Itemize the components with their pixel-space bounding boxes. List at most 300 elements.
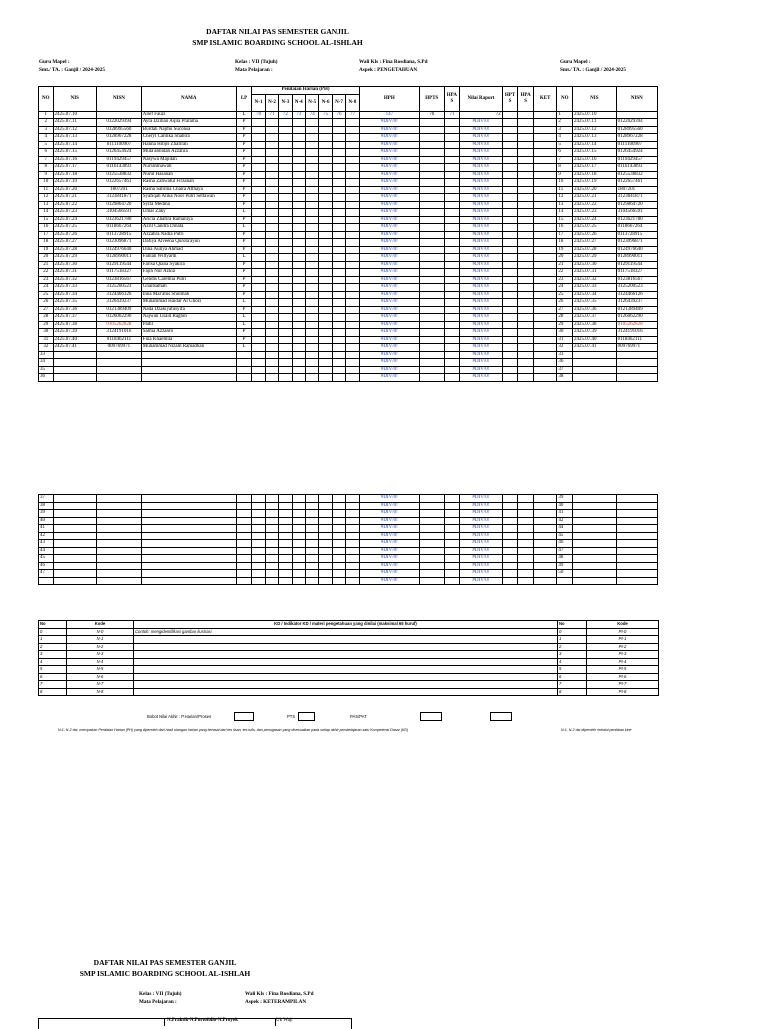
col-hpts: HPTS	[420, 87, 445, 112]
kd-indikator[interactable]	[134, 681, 558, 689]
row-hpt	[502, 134, 518, 142]
row-score	[346, 209, 359, 217]
row-hpts	[420, 321, 445, 329]
row-score	[252, 119, 265, 127]
row-hpts	[420, 201, 445, 209]
row-score	[252, 201, 265, 209]
row-nama: Syifa Medina	[141, 201, 236, 209]
row-hpts	[420, 344, 445, 352]
row-hpas	[444, 321, 460, 329]
row-hph: #DIV/0!	[359, 269, 419, 277]
row-score	[252, 216, 265, 224]
row-no: 9	[39, 171, 54, 179]
row-nis-right: 2425.07.27	[573, 239, 617, 247]
row-score	[332, 344, 345, 352]
row-no-right: 26	[557, 299, 573, 307]
row-score	[265, 186, 278, 194]
row-lp: P	[236, 126, 252, 134]
row-score	[305, 329, 318, 337]
table-row	[39, 186, 658, 194]
table-cell	[236, 547, 252, 555]
row-nisn: 0126062290	[97, 314, 142, 322]
row-no: 6	[39, 149, 54, 157]
row-nis: 2425.07.10	[53, 111, 97, 119]
table-cell	[502, 555, 518, 563]
row-no-right: 18	[557, 239, 573, 247]
row-score	[292, 194, 305, 202]
guru-mapel-right-label: Guru Mapel :	[560, 59, 591, 65]
table-cell	[279, 540, 292, 548]
row-hpa	[518, 299, 534, 307]
row-score	[332, 321, 345, 329]
kd-indikator[interactable]	[134, 636, 558, 644]
table-row	[39, 299, 658, 307]
table-cell	[518, 351, 534, 359]
row-score	[319, 179, 332, 187]
row-hpt	[502, 111, 518, 119]
row-score	[292, 134, 305, 142]
table-cell	[53, 502, 97, 510]
table-cell	[292, 525, 305, 533]
table-cell	[616, 577, 657, 585]
row-raport: #DIV/0!	[460, 495, 502, 503]
row-no: 44	[39, 547, 54, 555]
row-score	[305, 344, 318, 352]
row-ket	[533, 291, 556, 299]
kd-kode-right: Pt-4	[587, 658, 659, 666]
row-nama: Azzahra Nadia Putri	[141, 231, 236, 239]
kd-indikator[interactable]: Contoh: mengidentifikasi gambar ilustrasi	[134, 628, 558, 636]
row-lp: P	[236, 134, 252, 142]
col-nis-right: NIS	[573, 87, 617, 112]
row-score	[252, 224, 265, 232]
table-cell	[533, 359, 556, 367]
row-nisn-right: 0123096871	[616, 239, 657, 247]
table-cell	[518, 359, 534, 367]
row-nis-right: 2425.07.19	[573, 179, 617, 187]
kd-indikator[interactable]	[134, 658, 558, 666]
table-cell	[332, 517, 345, 525]
row-no-right: 5	[557, 141, 573, 149]
row-score	[346, 284, 359, 292]
table-cell	[419, 540, 444, 548]
row-score	[319, 224, 332, 232]
row-no: 32	[39, 344, 54, 352]
table-cell	[265, 577, 278, 585]
kd-no: 5	[39, 666, 67, 674]
row-score	[319, 216, 332, 224]
row-nis: 2425.07.33	[53, 284, 97, 292]
row-no: 39	[39, 510, 54, 518]
row-raport: #DIV/0!	[460, 351, 502, 359]
kd-kode: N-0	[67, 628, 134, 636]
semester-right-label: Smt./ TA. : Ganjil / 2024-2025	[560, 67, 626, 73]
row-score	[265, 224, 278, 232]
table-cell	[53, 495, 97, 503]
row-hpt	[502, 269, 518, 277]
row-score	[332, 231, 345, 239]
row-nis: 2425.07.18	[53, 171, 97, 179]
table-cell	[97, 517, 142, 525]
row-score	[292, 149, 305, 157]
kd-kode-right: Pt-5	[587, 666, 659, 674]
row-nis-right: 2425.07.10	[573, 111, 617, 119]
row-raport: #DIV/0!	[460, 186, 502, 194]
row-score	[265, 194, 278, 202]
col-n7: N-7	[332, 94, 345, 111]
row-hpts	[420, 209, 445, 217]
row-score	[346, 201, 359, 209]
table-cell	[53, 525, 97, 533]
row-raport: #DIV/0!	[460, 126, 502, 134]
row-score	[332, 269, 345, 277]
table-cell	[306, 540, 319, 548]
row-score	[332, 261, 345, 269]
table-cell	[252, 562, 265, 570]
row-score	[346, 119, 359, 127]
row-score	[305, 179, 318, 187]
row-score	[279, 134, 292, 142]
row-score	[319, 344, 332, 352]
row-nis-right: 2425.07.13	[573, 134, 617, 142]
row-nisn-right: 0123621780	[616, 216, 657, 224]
row-score	[279, 336, 292, 344]
table-cell	[533, 366, 556, 374]
page2-mata-pelajaran-label: Mata Pelajaran :	[139, 999, 177, 1005]
row-score	[305, 321, 318, 329]
table-cell	[346, 495, 359, 503]
bobot-pas-input[interactable]	[420, 712, 442, 721]
row-no-right: 19	[557, 246, 573, 254]
row-lp: L	[236, 321, 252, 329]
row-hpts	[420, 119, 445, 127]
row-nisn: 0129864720	[97, 201, 142, 209]
row-score	[265, 291, 278, 299]
kd-kode: N-8	[67, 688, 134, 696]
row-no: 30	[39, 329, 54, 337]
row-nama: Aricia Zhafira Ramaniya	[141, 216, 236, 224]
row-score	[279, 239, 292, 247]
row-score	[332, 179, 345, 187]
row-no-right: 23	[557, 276, 573, 284]
row-score	[292, 239, 305, 247]
row-score	[252, 134, 265, 142]
table-cell	[573, 555, 617, 563]
row-score	[319, 321, 332, 329]
bobot-ph-input[interactable]	[234, 712, 254, 721]
col-penilaian-harian: Penilaian Harian (PH)	[252, 87, 359, 95]
table-cell	[573, 495, 617, 503]
row-nis: 2425.07.24	[53, 216, 97, 224]
row-nis: 2425.07.22	[53, 201, 97, 209]
row-nis: 2425.07.25	[53, 224, 97, 232]
row-score: 70	[252, 111, 265, 119]
row-score	[252, 329, 265, 337]
table-cell	[306, 555, 319, 563]
row-score: 77	[346, 111, 359, 119]
row-nama: Nurrahmawati	[141, 164, 236, 172]
table-cell	[279, 510, 292, 518]
row-nis: 2425.07.19	[53, 179, 97, 187]
row-nisn-right: 0128995560	[616, 126, 657, 134]
table-cell	[346, 562, 359, 570]
table-cell	[419, 555, 444, 563]
row-raport: #DIV/0!	[460, 201, 502, 209]
row-hpas	[444, 209, 460, 217]
table-cell	[502, 351, 518, 359]
row-no	[39, 577, 54, 585]
row-nis-right: 2425.07.32	[573, 276, 617, 284]
row-nisn: 0119429457	[97, 156, 142, 164]
row-score	[265, 134, 278, 142]
row-nis: 2425.07.37	[53, 314, 97, 322]
row-hpa	[518, 171, 534, 179]
table-cell	[346, 374, 359, 382]
table-cell	[573, 510, 617, 518]
table-cell	[236, 366, 252, 374]
row-hph: #DIV/0!	[359, 547, 419, 555]
row-raport: #DIV/0!	[460, 359, 502, 367]
row-hph: #DIV/0!	[359, 366, 419, 374]
row-nisn-right: 3124191016	[616, 329, 657, 337]
row-nisn: 0128967228	[97, 134, 142, 142]
table-cell	[319, 359, 332, 367]
kd-kode-right: Pt-2	[587, 643, 659, 651]
table-cell	[141, 495, 236, 503]
row-score	[279, 299, 292, 307]
row-score	[319, 141, 332, 149]
row-no: 1	[39, 111, 54, 119]
row-score	[252, 194, 265, 202]
table-cell	[265, 374, 278, 382]
row-score: 71	[265, 111, 278, 119]
row-hph: #DIV/0!	[359, 224, 419, 232]
row-hpts	[420, 164, 445, 172]
row-nis-right: 2425.07.31	[573, 269, 617, 277]
row-nis: 2425.07.34	[53, 291, 97, 299]
kd-row	[39, 666, 659, 674]
table-row	[39, 246, 658, 254]
row-hpts: 70	[420, 111, 445, 119]
table-cell	[346, 502, 359, 510]
row-no-right: 21	[557, 261, 573, 269]
kd-indikator[interactable]	[134, 666, 558, 674]
row-score	[265, 179, 278, 187]
row-score	[319, 239, 332, 247]
row-ket	[533, 254, 556, 262]
table-cell	[265, 510, 278, 518]
table-cell	[292, 577, 305, 585]
row-hpas	[444, 291, 460, 299]
table-cell	[53, 570, 97, 578]
table-cell	[444, 570, 460, 578]
row-nis: 2425.07.15	[53, 149, 97, 157]
row-hpa	[518, 186, 534, 194]
row-nama: Nada Dzakiyatusyifa	[141, 306, 236, 314]
row-hpt	[502, 276, 518, 284]
table-cell	[292, 532, 305, 540]
row-no-right: 4	[557, 134, 573, 142]
row-score	[292, 299, 305, 307]
row-no-right: 1	[557, 111, 573, 119]
row-nis-right: 2425.07.11	[573, 119, 617, 127]
row-hpas	[444, 269, 460, 277]
row-lp: L	[236, 299, 252, 307]
row-nisn-right: 1807201	[616, 186, 657, 194]
row-nama: Rasha Sabrina Chaira Atthaya	[141, 186, 236, 194]
table-cell	[502, 517, 518, 525]
row-hpas	[444, 141, 460, 149]
row-hpa	[518, 164, 534, 172]
table-cell	[444, 577, 460, 585]
table-cell	[518, 562, 534, 570]
table-cell	[573, 517, 617, 525]
row-score	[319, 269, 332, 277]
col-ket: KET	[533, 87, 556, 112]
row-no-right: 20	[557, 254, 573, 262]
row-nisn-right: 0116143893	[616, 164, 657, 172]
row-ket	[533, 336, 556, 344]
row-hpt	[502, 119, 518, 127]
row-no-right: 31	[557, 336, 573, 344]
row-score	[279, 344, 292, 352]
row-no: 17	[39, 231, 54, 239]
row-score	[319, 149, 332, 157]
row-nis-right: 2425.07.23	[573, 209, 617, 217]
row-no: 18	[39, 239, 54, 247]
row-nisn: 0113728915	[97, 231, 142, 239]
kd-col-no-right: No	[558, 621, 587, 629]
table-cell	[252, 525, 265, 533]
row-score	[305, 216, 318, 224]
table-cell	[305, 366, 318, 374]
row-score	[305, 201, 318, 209]
row-score	[346, 344, 359, 352]
row-score	[252, 261, 265, 269]
row-ket	[533, 119, 556, 127]
row-hph: #DIV/0!	[359, 179, 419, 187]
table-cell	[419, 532, 444, 540]
row-score	[332, 336, 345, 344]
row-score	[305, 284, 318, 292]
row-no: 25	[39, 291, 54, 299]
row-hpts	[420, 261, 445, 269]
table-cell	[419, 547, 444, 555]
table-cell	[252, 510, 265, 518]
kd-no-right: 7	[558, 681, 587, 689]
kd-indikator[interactable]	[134, 688, 558, 696]
row-hpt	[502, 299, 518, 307]
row-hph: #DIV/0!	[359, 194, 419, 202]
row-score	[305, 119, 318, 127]
table-cell	[332, 502, 345, 510]
kd-row	[39, 681, 659, 689]
row-hpts	[420, 246, 445, 254]
row-hph: #DIV/0!	[359, 171, 419, 179]
row-score	[252, 209, 265, 217]
table-cell	[616, 374, 657, 382]
table-cell	[97, 532, 142, 540]
kd-kode-right: Pt-6	[587, 673, 659, 681]
table-cell	[53, 562, 97, 570]
row-nis: 2425.07.31	[53, 269, 97, 277]
kd-row	[39, 651, 659, 659]
row-score	[252, 141, 265, 149]
row-score	[332, 194, 345, 202]
table-row	[39, 201, 658, 209]
kd-indikator[interactable]	[134, 643, 558, 651]
row-nama: Muhammad Nizam Ramadhan	[141, 344, 236, 352]
row-score	[332, 291, 345, 299]
table-cell	[419, 502, 444, 510]
table-cell	[53, 540, 97, 548]
row-hpts	[420, 284, 445, 292]
row-hpts	[420, 149, 445, 157]
table-cell	[292, 510, 305, 518]
table-cell	[53, 532, 97, 540]
row-nama: Umar Zaky	[141, 209, 236, 217]
kd-row	[39, 636, 659, 644]
table-cell	[518, 555, 534, 563]
row-score	[292, 336, 305, 344]
row-no-right: 14	[557, 209, 573, 217]
row-score	[292, 269, 305, 277]
row-nisn: 0118462111	[97, 336, 142, 344]
table-cell	[518, 510, 534, 518]
kd-row	[39, 688, 659, 696]
col-lp: LP	[236, 87, 252, 112]
table-cell	[533, 510, 556, 518]
table-cell	[265, 502, 278, 510]
row-score	[265, 269, 278, 277]
table-cell	[616, 562, 657, 570]
row-hpt	[502, 201, 518, 209]
row-score	[292, 186, 305, 194]
row-score	[265, 126, 278, 134]
row-hph: #DIV/0!	[359, 532, 419, 540]
table-cell	[252, 359, 265, 367]
row-score	[292, 329, 305, 337]
table-cell	[236, 532, 252, 540]
kd-indikator[interactable]	[134, 673, 558, 681]
kd-col-kode: Kode	[67, 621, 134, 629]
kd-indikator[interactable]	[134, 651, 558, 659]
row-hph: #DIV/0!	[359, 126, 419, 134]
table-row	[39, 359, 658, 367]
row-hpas	[444, 246, 460, 254]
table-cell	[419, 510, 444, 518]
row-score	[252, 291, 265, 299]
row-hpas	[444, 284, 460, 292]
table-cell	[502, 502, 518, 510]
row-hpas	[444, 224, 460, 232]
row-ket	[533, 224, 556, 232]
row-score: 73	[292, 111, 305, 119]
row-nisn-right: 0111100907	[616, 141, 657, 149]
row-score	[332, 141, 345, 149]
row-no-right	[557, 577, 573, 585]
table-cell	[141, 366, 236, 374]
bobot-pts-input[interactable]	[298, 712, 315, 721]
row-score	[346, 216, 359, 224]
table-cell	[502, 366, 518, 374]
row-nisn-right: 0121389409	[616, 306, 657, 314]
table-cell	[533, 570, 556, 578]
row-score	[279, 164, 292, 172]
row-no-right: 39	[557, 495, 573, 503]
table-cell	[332, 366, 345, 374]
row-score	[346, 156, 359, 164]
